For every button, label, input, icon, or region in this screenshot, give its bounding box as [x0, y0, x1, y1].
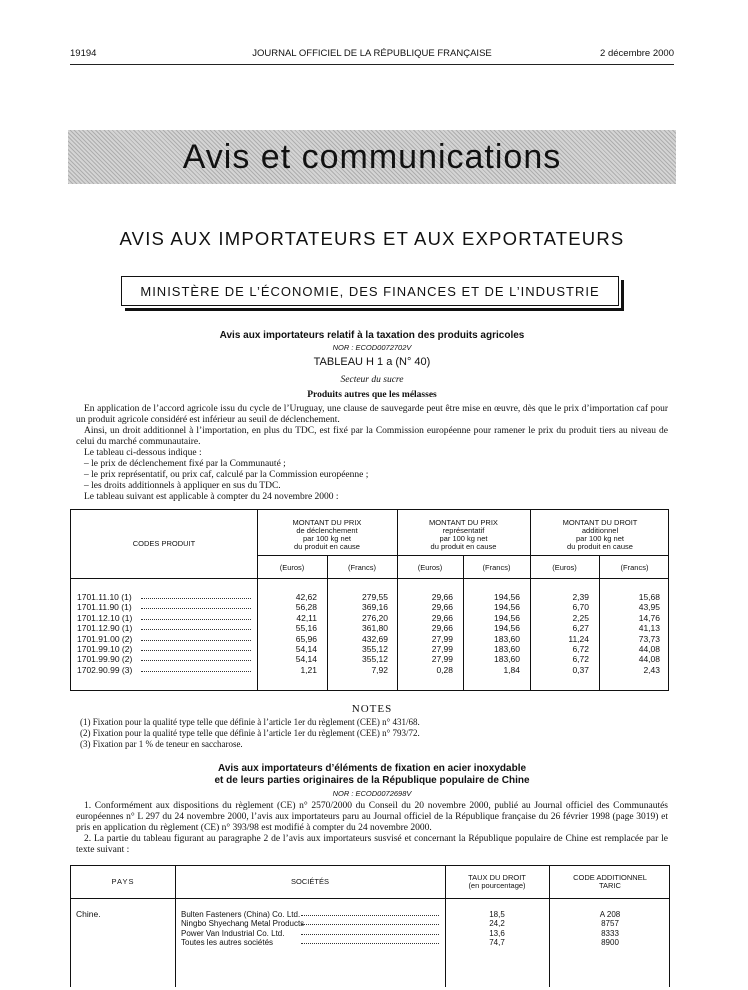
duty-rate-cell: 18,5: [489, 910, 505, 919]
table-divider: [463, 555, 464, 690]
product-code-cell: 1701.99.90 (2): [77, 655, 133, 665]
value-cell: 54,14: [295, 644, 317, 654]
unit-euros: (Euros): [552, 563, 577, 572]
header-line: TARIC: [599, 881, 621, 890]
note-item: (1) Fixation pour la qualité type telle que définie à l’article 1er du règlement (CEE) n° 431/68.: [80, 717, 420, 727]
note-item: (3) Fixation par 1 % de teneur en saccharose.: [80, 739, 243, 749]
product-code-cell: 1701.99.10 (2): [77, 645, 133, 654]
taric-code-cell: 8757: [601, 919, 619, 929]
value-cell: 432,69: [362, 633, 388, 644]
table-divider: [327, 555, 328, 690]
taric-code-cell: 8333: [601, 928, 619, 938]
notice2-body: [76, 801, 668, 856]
header-line: CODE ADDITIONNEL: [573, 873, 647, 882]
value-cell: 7,92: [371, 664, 388, 675]
section-title: AVIS AUX IMPORTATEURS ET AUX EXPORTATEURS: [119, 228, 625, 249]
company-cell: Toutes les autres sociétés: [181, 938, 274, 948]
notice2-nor: NOR : ECOD0072698V: [332, 789, 412, 798]
notice1-bullet: – les droits additionnels à appliquer en sus du TDC.: [84, 481, 281, 491]
unit-francs: (Francs): [482, 563, 511, 572]
table-rule: [71, 578, 668, 579]
header-line: MONTANT DU PRIX: [429, 518, 498, 527]
value-cell: 183,60: [494, 644, 520, 654]
leader-dots: [141, 608, 251, 609]
value-cell: 55,16: [295, 623, 317, 634]
sugar-tariff-table: [70, 509, 669, 691]
value-cell: 183,60: [494, 654, 520, 665]
value-cell: 44,08: [638, 644, 660, 654]
value-cell: 42,62: [295, 592, 317, 602]
leader-dots: [141, 660, 251, 661]
leader-dots: [141, 640, 251, 641]
value-cell: 361,80: [362, 623, 388, 634]
unit-francs: (Francs): [348, 563, 376, 572]
notice2-paragraph: 2. La partie du tableau figurant au paragraphe 2 de l’avis aux importateurs susvisé et concernant la République populaire de Chine est remplacée par le texte suivant :: [76, 834, 668, 855]
notice1-table-title: TABLEAU H 1 a (N° 40): [313, 356, 431, 368]
header-line: représentatif: [442, 526, 485, 535]
value-cell: 2,25: [572, 612, 589, 623]
value-cell: 65,96: [295, 633, 317, 644]
value-cell: 355,12: [362, 644, 388, 654]
value-cell: 6,72: [572, 644, 589, 654]
leader-dots: [301, 924, 439, 925]
country-cell: Chine.: [76, 909, 101, 919]
value-cell: 369,16: [362, 602, 388, 613]
antidumping-table: [70, 865, 670, 987]
header-line: par 100 kg net: [439, 534, 488, 543]
header-rule: [70, 64, 674, 65]
notice1-nor: NOR : ECOD0072702V: [332, 343, 412, 352]
col-header-societes: SOCIÉTÉS: [291, 877, 329, 886]
company-cell: Power Van Industrial Co. Ltd.: [181, 928, 285, 938]
ministry-box: [121, 276, 619, 306]
col-header-taux: [445, 874, 549, 890]
page-number: 19194: [70, 48, 97, 59]
col-header-codes: CODES PRODUIT: [132, 539, 196, 548]
header-line: par 100 kg net: [576, 534, 624, 543]
value-cell: 29,66: [431, 612, 453, 623]
ministry-name: MINISTÈRE DE L’ÉCONOMIE, DES FINANCES ET DE L’INDUSTRIE: [140, 283, 600, 299]
value-cell: 2,39: [572, 592, 589, 602]
banner-title: Avis et communications: [182, 137, 562, 176]
value-cell: 6,70: [572, 602, 589, 613]
value-cell: 194,56: [494, 623, 520, 634]
table-divider: [599, 555, 600, 690]
notice1-paragraph: Le tableau suivant est applicable à compter du 24 novembre 2000 :: [84, 492, 339, 502]
issue-date: 2 décembre 2000: [600, 48, 674, 59]
value-cell: 27,99: [431, 654, 453, 665]
value-cell: 6,27: [572, 623, 589, 634]
value-cell: 73,73: [638, 633, 660, 644]
duty-rate-cell: 74,7: [489, 938, 505, 948]
value-cell: 194,56: [494, 612, 520, 623]
notice1-sector: Secteur du sucre: [340, 375, 404, 385]
value-cell: 43,95: [638, 602, 660, 613]
value-cell: 183,60: [494, 633, 520, 644]
col-group-representative-price: [397, 519, 530, 551]
product-code-cell: 1701.91.00 (2): [77, 634, 133, 644]
product-code-cell: 1701.12.10 (1): [77, 613, 133, 623]
leader-dots: [141, 671, 251, 672]
value-cell: 56,28: [295, 602, 317, 613]
col-group-trigger-price: [257, 519, 397, 551]
leader-dots: [141, 598, 251, 599]
value-cell: 0,37: [572, 664, 589, 675]
value-cell: 29,66: [431, 623, 453, 634]
notice1-bullet: – le prix représentatif, ou prix caf, calculé par la Commission européenne ;: [84, 470, 369, 480]
header-line: du produit en cause: [294, 542, 360, 551]
value-cell: 29,66: [431, 592, 453, 602]
value-cell: 0,28: [436, 664, 453, 675]
notice1-paragraph: En application de l’accord agricole issu du cycle de l’Uruguay, une clause de sauvegarde peut être mise en œuvre, dès que le prix d’importation caf pour un produit agricole considéré est inférieur au seuil de déclenchement.: [76, 404, 668, 425]
notice1-products: Produits autres que les mélasses: [307, 390, 437, 400]
value-cell: 1,84: [503, 664, 520, 675]
value-cell: 27,99: [431, 644, 453, 654]
notice1-paragraph: Ainsi, un droit additionnel à l’importation, en plus du TDC, est fixé par la Commission européenne pour ramener le prix du produit tiers au niveau de celui du marché communautaire.: [76, 426, 668, 447]
value-cell: 42,11: [296, 612, 317, 623]
value-cell: 14,76: [638, 612, 660, 623]
notice1-title: Avis aux importateurs relatif à la taxation des produits agricoles: [219, 330, 525, 341]
leader-dots: [141, 650, 251, 651]
value-cell: 1,21: [300, 664, 317, 675]
unit-euros: (Euros): [279, 563, 305, 572]
value-cell: 6,72: [572, 654, 589, 665]
value-cell: 11,24: [568, 633, 589, 644]
notice1-body: [76, 404, 668, 503]
value-cell: 194,56: [494, 592, 520, 602]
product-code-cell: 1701.11.10 (1): [77, 593, 132, 602]
col-header-pays: PAYS: [111, 877, 135, 886]
header-line: de déclenchement: [296, 526, 358, 535]
value-cell: 2,43: [643, 664, 660, 675]
value-cell: 29,66: [431, 602, 453, 613]
journal-title: JOURNAL OFFICIEL DE LA RÉPUBLIQUE FRANÇAISE: [252, 48, 492, 59]
notice2-title-line1: Avis aux importateurs d’éléments de fixation en acier inoxydable: [217, 763, 527, 774]
notes-title: NOTES: [351, 703, 393, 715]
value-cell: 355,12: [362, 654, 388, 665]
value-cell: 276,20: [362, 612, 388, 623]
leader-dots: [301, 943, 439, 944]
col-group-additional-duty: [530, 519, 670, 551]
value-cell: 41,13: [638, 623, 660, 634]
section-banner: [68, 130, 676, 184]
leader-dots: [301, 915, 439, 916]
product-code-cell: 1701.11.90 (1): [77, 603, 132, 613]
value-cell: 44,08: [638, 654, 660, 665]
table-rule: [257, 555, 668, 556]
value-cell: 15,68: [638, 592, 660, 602]
header-line: TAUX DU DROIT: [468, 873, 526, 882]
company-cell: Bulten Fasteners (China) Co. Ltd.: [181, 910, 301, 919]
header-line: (en pourcentage): [468, 881, 526, 890]
value-cell: 279,55: [362, 592, 388, 602]
value-cell: 54,14: [295, 654, 317, 665]
header-line: MONTANT DU PRIX: [292, 518, 362, 527]
duty-rate-cell: 13,6: [489, 928, 505, 938]
col-header-taric: [549, 874, 671, 890]
value-cell: 194,56: [494, 602, 520, 613]
running-header: [70, 48, 674, 62]
header-line: MONTANT DU DROIT: [562, 518, 638, 527]
notes-list: [80, 717, 670, 750]
taric-code-cell: 8900: [601, 938, 619, 948]
notice2-paragraph: 1. Conformément aux dispositions du règlement (CE) n° 2570/2000 du Conseil du 20 novembre 2000, publié au Journal officiel des Communautés européennes n° L 297 du 24 novembre 2000, l’avis aux importateurs paru au Journal officiel de la République française du 26 février 1998 (page 3019) et pris en application du règlement (CE) n° 393/98 est modifié à compter du 24 novembre 2000.: [76, 801, 668, 833]
product-code-cell: 1701.12.90 (1): [77, 624, 133, 634]
note-item: (2) Fixation pour la qualité type telle que définie à l’article 1er du règlement (CEE) n° 793/72.: [80, 728, 420, 738]
value-cell: 27,99: [431, 633, 453, 644]
notice2-title-line2: et de leurs parties originaires de la République populaire de Chine: [214, 775, 530, 786]
table-rule: [71, 898, 669, 899]
product-code-cell: 1702.90.99 (3): [77, 665, 133, 675]
leader-dots: [141, 629, 251, 630]
header-line: du produit en cause: [567, 542, 633, 551]
notice1-bullet: – le prix de déclenchement fixé par la Communauté ;: [84, 459, 286, 469]
leader-dots: [141, 619, 251, 620]
company-cell: Ningbo Shyechang Metal Products: [181, 919, 305, 929]
duty-rate-cell: 24,2: [489, 919, 505, 929]
header-line: par 100 kg net: [303, 534, 351, 543]
unit-euros: (Euros): [417, 563, 443, 572]
leader-dots: [301, 934, 439, 935]
unit-francs: (Francs): [620, 563, 649, 572]
header-line: additionnel: [581, 526, 619, 535]
taric-code-cell: A 208: [599, 910, 621, 919]
header-line: du produit en cause: [430, 542, 497, 551]
notice1-paragraph: Le tableau ci-dessous indique :: [84, 448, 202, 458]
